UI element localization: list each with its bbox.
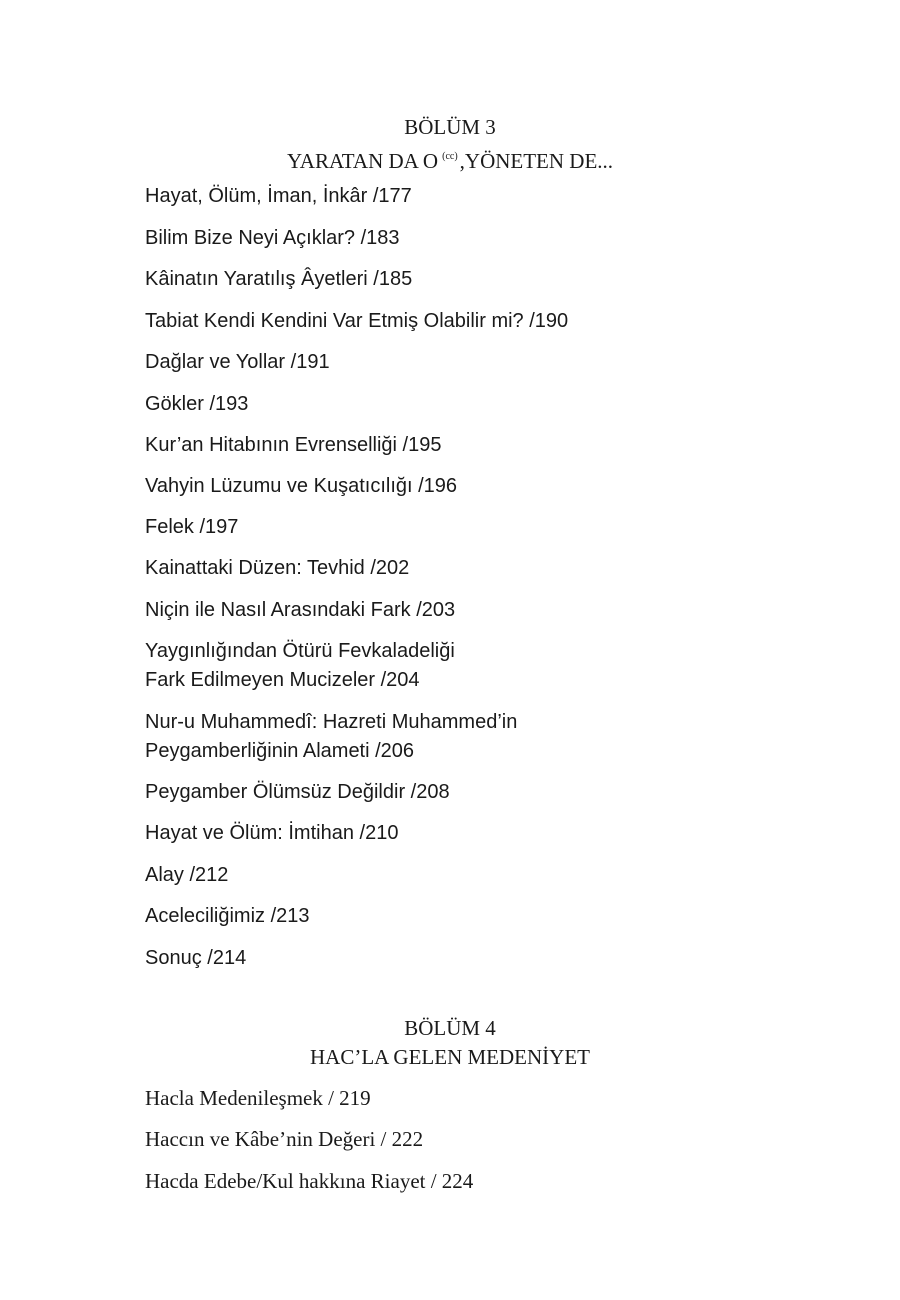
section-3-title — [0, 142, 900, 176]
section-4-title: HAC’LA GELEN MEDENİYET — [310, 1045, 590, 1069]
toc-entry[interactable]: Niçin ile Nasıl Arasındaki Fark /203 — [145, 599, 456, 621]
toc-entry[interactable]: Tabiat Kendi Kendini Var Etmiş Olabilir mi? /190 — [145, 310, 569, 332]
section-3-title-superscript: (cc) — [442, 151, 458, 162]
toc-entry-line-2[interactable]: Peygamberliğinin Alameti /206 — [145, 740, 415, 762]
toc-entry[interactable]: Dağlar ve Yollar /191 — [145, 351, 330, 373]
section-3-title-part-b: ,YÖNETEN DE... — [459, 149, 614, 173]
toc-entry[interactable]: Felek /197 — [145, 516, 239, 538]
toc-entry[interactable]: Hayat, Ölüm, İman, İnkâr /177 — [145, 185, 412, 207]
toc-entry[interactable]: Aceleciliğimiz /213 — [145, 905, 310, 927]
toc-entry[interactable]: Gökler /193 — [145, 393, 249, 415]
toc-entry[interactable]: Peygamber Ölümsüz Değildir /208 — [145, 781, 450, 803]
toc-entry[interactable]: Haccın ve Kâbe’nin Değeri / 222 — [145, 1127, 424, 1151]
toc-entry-line-1[interactable]: Nur-u Muhammedî: Hazreti Muhammed’in — [145, 711, 518, 733]
section-3-label: BÖLÜM 3 — [404, 115, 496, 139]
section-3-title-part-a: YARATAN DA O — [286, 149, 439, 173]
toc-entry[interactable]: Alay /212 — [145, 864, 229, 886]
toc-entry[interactable]: Kainattaki Düzen: Tevhid /202 — [145, 557, 410, 579]
toc-entry[interactable]: Hayat ve Ölüm: İmtihan /210 — [145, 822, 399, 844]
toc-entry-line-1[interactable]: Yaygınlığından Ötürü Fevkaladeliği — [145, 640, 455, 662]
toc-entry[interactable]: Kâinatın Yaratılış Âyetleri /185 — [145, 268, 413, 290]
toc-entry[interactable]: Hacla Medenileşmek / 219 — [145, 1086, 371, 1110]
toc-entry-line-2[interactable]: Fark Edilmeyen Mucizeler /204 — [145, 669, 420, 691]
toc-entry[interactable]: Kur’an Hitabının Evrenselliği /195 — [145, 434, 442, 456]
toc-entry[interactable]: Sonuç /214 — [145, 947, 247, 969]
toc-entry[interactable]: Vahyin Lüzumu ve Kuşatıcılığı /196 — [145, 475, 458, 497]
toc-entry[interactable]: Bilim Bize Neyi Açıklar? /183 — [145, 227, 400, 249]
section-4-label: BÖLÜM 4 — [404, 1016, 496, 1040]
toc-entry[interactable]: Hacda Edebe/Kul hakkına Riayet / 224 — [145, 1169, 474, 1193]
